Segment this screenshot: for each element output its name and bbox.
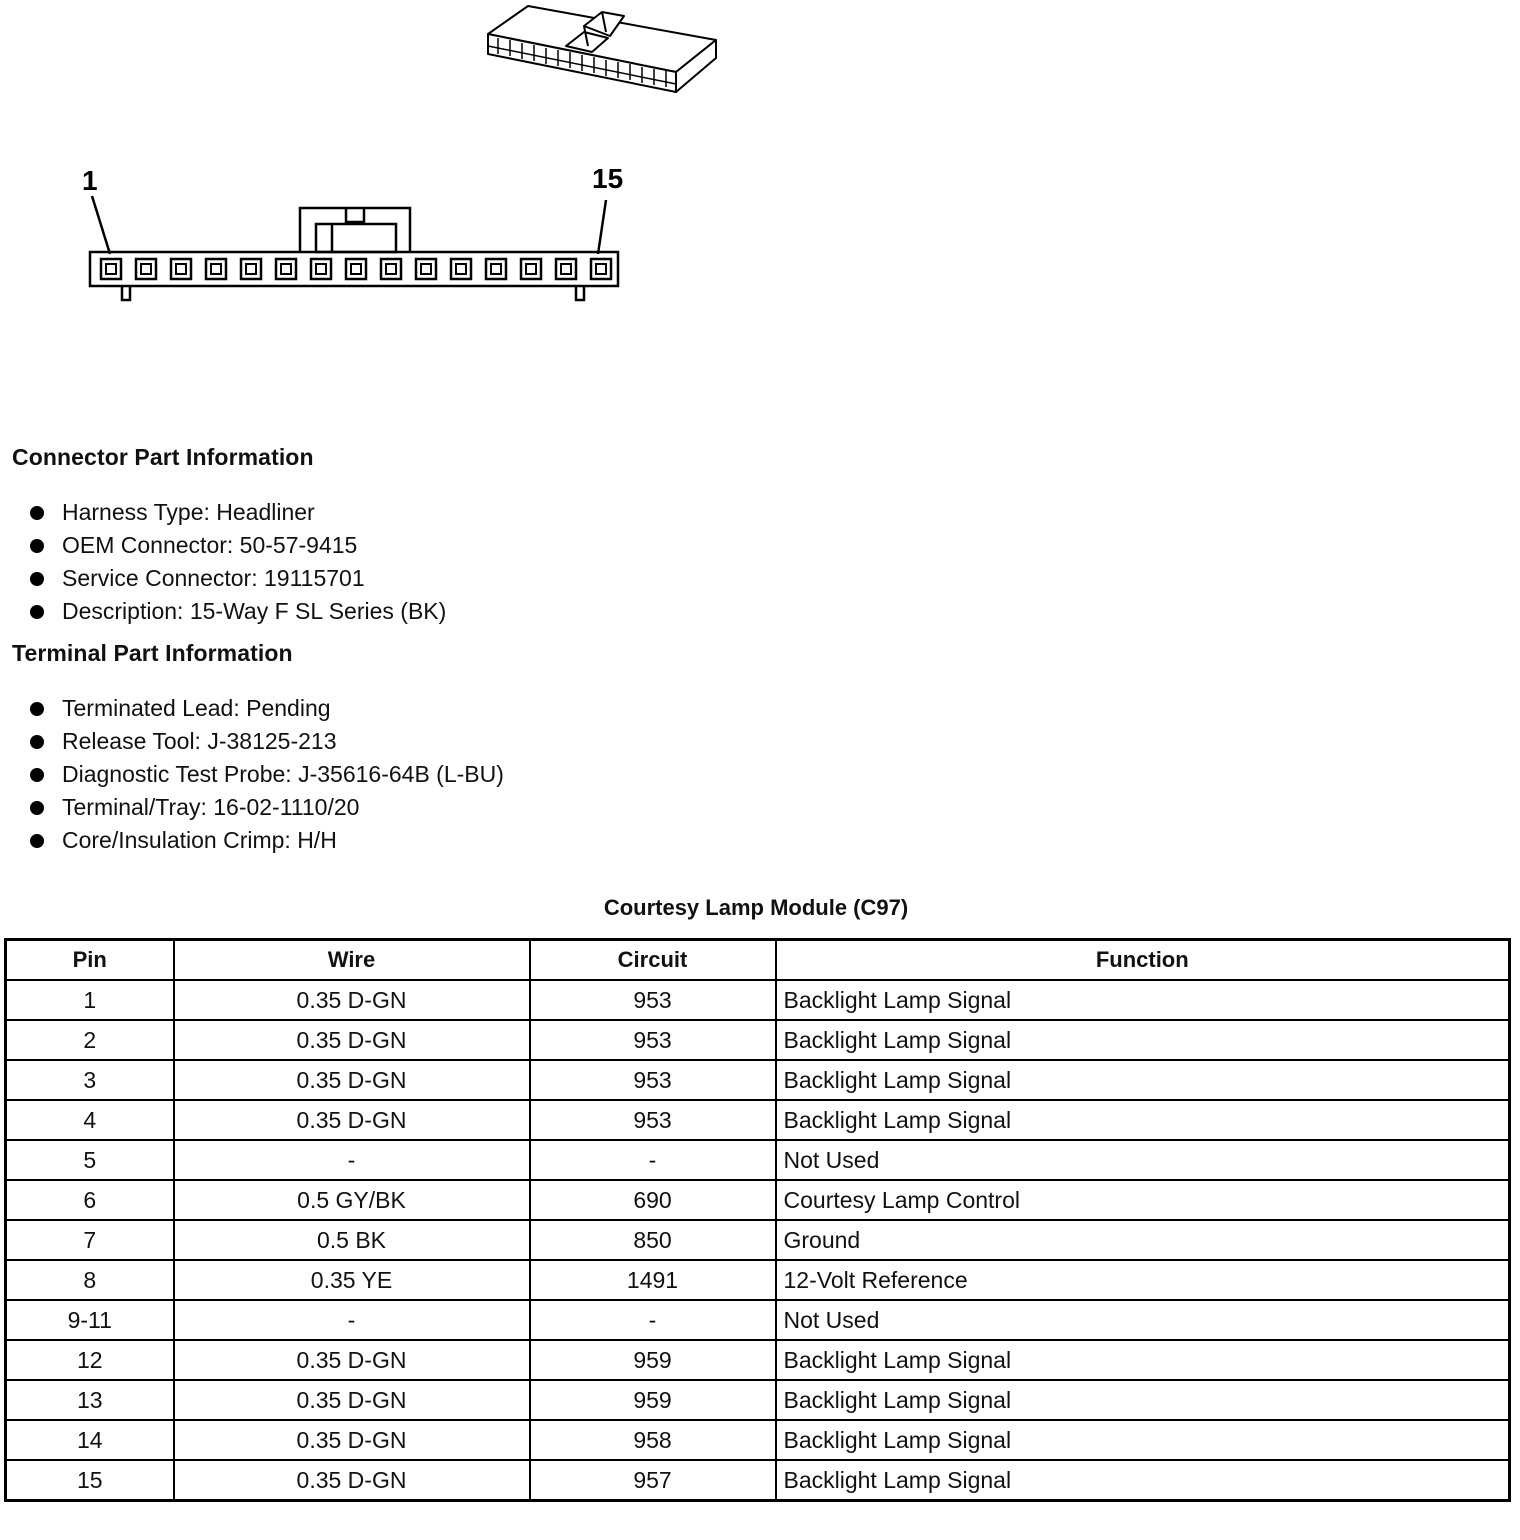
table-row — [6, 1340, 1510, 1380]
pin-cavity — [136, 259, 156, 279]
connector-part-info-heading: Connector Part Information — [12, 444, 314, 470]
pin-cavity — [101, 259, 121, 279]
pin-cell: 12 — [6, 1340, 174, 1380]
pin-cavity — [451, 259, 471, 279]
table-caption: Courtesy Lamp Module (C97) — [603, 895, 909, 920]
pin-cavity — [521, 259, 541, 279]
list-item — [28, 595, 446, 628]
pin-cavity — [241, 259, 261, 279]
pin-cavity-inner — [421, 264, 431, 274]
function-cell: Backlight Lamp Signal — [776, 1060, 1510, 1100]
pin-cell: 2 — [6, 1020, 174, 1060]
header-pin: Pin — [6, 940, 174, 981]
circuit-cell: 690 — [530, 1180, 776, 1220]
pin-cavity — [591, 259, 611, 279]
list-item — [28, 692, 504, 725]
pin-cell: 9-11 — [6, 1300, 174, 1340]
pin-cavity-inner — [491, 264, 501, 274]
pin-cavity — [486, 259, 506, 279]
pin-15-label: 15 — [592, 163, 624, 194]
pin-cavity — [556, 259, 576, 279]
pin-cavity — [381, 259, 401, 279]
function-cell: Backlight Lamp Signal — [776, 1020, 1510, 1060]
pin-cavity-inner — [351, 264, 361, 274]
bullet-icon — [30, 702, 44, 716]
pin-cell: 3 — [6, 1060, 174, 1100]
circuit-cell: 953 — [530, 980, 776, 1020]
list-item — [28, 529, 446, 562]
bullet-icon — [30, 572, 44, 586]
pin-cell: 15 — [6, 1460, 174, 1501]
function-cell: Backlight Lamp Signal — [776, 1420, 1510, 1460]
pin-cell: 1 — [6, 980, 174, 1020]
table-row — [6, 1380, 1510, 1420]
pin-cavity — [206, 259, 226, 279]
list-item-text: Terminal/Tray: 16-02-1110/20 — [62, 794, 360, 820]
wire-cell: 0.35 YE — [174, 1260, 530, 1300]
table-row — [6, 1060, 1510, 1100]
wire-cell: 0.35 D-GN — [174, 1340, 530, 1380]
circuit-cell: 953 — [530, 1020, 776, 1060]
table-row — [6, 1020, 1510, 1060]
connector-front-view-diagram — [70, 150, 650, 320]
function-cell: 12-Volt Reference — [776, 1260, 1510, 1300]
circuit-cell: 953 — [530, 1100, 776, 1140]
function-cell: Backlight Lamp Signal — [776, 1100, 1510, 1140]
header-function: Function — [776, 940, 1510, 981]
pin-cell: 13 — [6, 1380, 174, 1420]
wire-cell: - — [174, 1140, 530, 1180]
pin-cavity — [276, 259, 296, 279]
list-item — [28, 824, 504, 857]
list-item-text: OEM Connector: 50-57-9415 — [62, 532, 358, 558]
wire-cell: 0.5 GY/BK — [174, 1180, 530, 1220]
bullet-icon — [30, 801, 44, 815]
bullet-icon — [30, 768, 44, 782]
table-header-row — [6, 940, 1510, 981]
pin-cavity — [171, 259, 191, 279]
list-item-text: Harness Type: Headliner — [62, 499, 315, 525]
pin-cavity-inner — [596, 264, 606, 274]
function-cell: Backlight Lamp Signal — [776, 1380, 1510, 1420]
pin-cavity-inner — [141, 264, 151, 274]
wire-cell: 0.35 D-GN — [174, 1020, 530, 1060]
list-item-text: Diagnostic Test Probe: J-35616-64B (L-BU) — [62, 761, 504, 787]
pin-cavity — [346, 259, 366, 279]
circuit-cell: 953 — [530, 1060, 776, 1100]
circuit-cell: 959 — [530, 1380, 776, 1420]
pin-cavity-row — [101, 259, 611, 279]
circuit-cell: 958 — [530, 1420, 776, 1460]
pin-cavity-inner — [176, 264, 186, 274]
wire-cell: 0.35 D-GN — [174, 1420, 530, 1460]
list-item — [28, 791, 504, 824]
pin-cavity-inner — [456, 264, 466, 274]
table-row — [6, 1460, 1510, 1501]
bullet-icon — [30, 506, 44, 520]
list-item-text: Terminated Lead: Pending — [62, 695, 331, 721]
function-cell: Not Used — [776, 1140, 1510, 1180]
pin-cell: 7 — [6, 1220, 174, 1260]
table-row — [6, 1140, 1510, 1180]
pin-cavity-inner — [386, 264, 396, 274]
wire-cell: - — [174, 1300, 530, 1340]
terminal-part-info-list — [28, 692, 504, 857]
pin-1-label: 1 — [82, 165, 98, 196]
pin-cavity-inner — [246, 264, 256, 274]
circuit-cell: 959 — [530, 1340, 776, 1380]
pin-cavity-inner — [106, 264, 116, 274]
pin-cavity-inner — [281, 264, 291, 274]
function-cell: Backlight Lamp Signal — [776, 980, 1510, 1020]
list-item-text: Release Tool: J-38125-213 — [62, 728, 337, 754]
circuit-cell: 1491 — [530, 1260, 776, 1300]
list-item — [28, 758, 504, 791]
list-item-text: Service Connector: 19115701 — [62, 565, 365, 591]
header-wire: Wire — [174, 940, 530, 981]
bullet-icon — [30, 735, 44, 749]
function-cell: Backlight Lamp Signal — [776, 1460, 1510, 1501]
list-item — [28, 496, 446, 529]
circuit-cell: - — [530, 1140, 776, 1180]
function-cell: Ground — [776, 1220, 1510, 1260]
pin-cell: 6 — [6, 1180, 174, 1220]
wire-cell: 0.35 D-GN — [174, 1060, 530, 1100]
table-row — [6, 1180, 1510, 1220]
wire-cell: 0.35 D-GN — [174, 1100, 530, 1140]
table-row — [6, 1300, 1510, 1340]
pin-cavity-inner — [316, 264, 326, 274]
circuit-cell: 957 — [530, 1460, 776, 1501]
table-row — [6, 1220, 1510, 1260]
list-item — [28, 725, 504, 758]
function-cell: Backlight Lamp Signal — [776, 1340, 1510, 1380]
pin-cavity-inner — [211, 264, 221, 274]
circuit-cell: 850 — [530, 1220, 776, 1260]
list-item — [28, 562, 446, 595]
circuit-cell: - — [530, 1300, 776, 1340]
terminal-part-info-heading: Terminal Part Information — [12, 640, 293, 666]
table-row — [6, 980, 1510, 1020]
pin-cell: 14 — [6, 1420, 174, 1460]
pin-cavity — [416, 259, 436, 279]
wire-cell: 0.35 D-GN — [174, 980, 530, 1020]
bullet-icon — [30, 605, 44, 619]
list-item-text: Description: 15-Way F SL Series (BK) — [62, 598, 447, 624]
list-item-text: Core/Insulation Crimp: H/H — [62, 827, 337, 853]
header-circuit: Circuit — [530, 940, 776, 981]
table-row — [6, 1260, 1510, 1300]
bullet-icon — [30, 539, 44, 553]
wire-cell: 0.5 BK — [174, 1220, 530, 1260]
table-row — [6, 1100, 1510, 1140]
pin-cavity — [311, 259, 331, 279]
pin-cell: 5 — [6, 1140, 174, 1180]
pin-cavity-inner — [526, 264, 536, 274]
wire-cell: 0.35 D-GN — [174, 1380, 530, 1420]
pin-cell: 8 — [6, 1260, 174, 1300]
wire-cell: 0.35 D-GN — [174, 1460, 530, 1501]
connector-part-info-list — [28, 496, 446, 628]
function-cell: Not Used — [776, 1300, 1510, 1340]
connector-isometric-illustration — [484, 2, 720, 110]
pin-function-table — [4, 938, 1511, 1502]
bullet-icon — [30, 834, 44, 848]
pin-cavity-inner — [561, 264, 571, 274]
table-row — [6, 1420, 1510, 1460]
pin-cell: 4 — [6, 1100, 174, 1140]
function-cell: Courtesy Lamp Control — [776, 1180, 1510, 1220]
